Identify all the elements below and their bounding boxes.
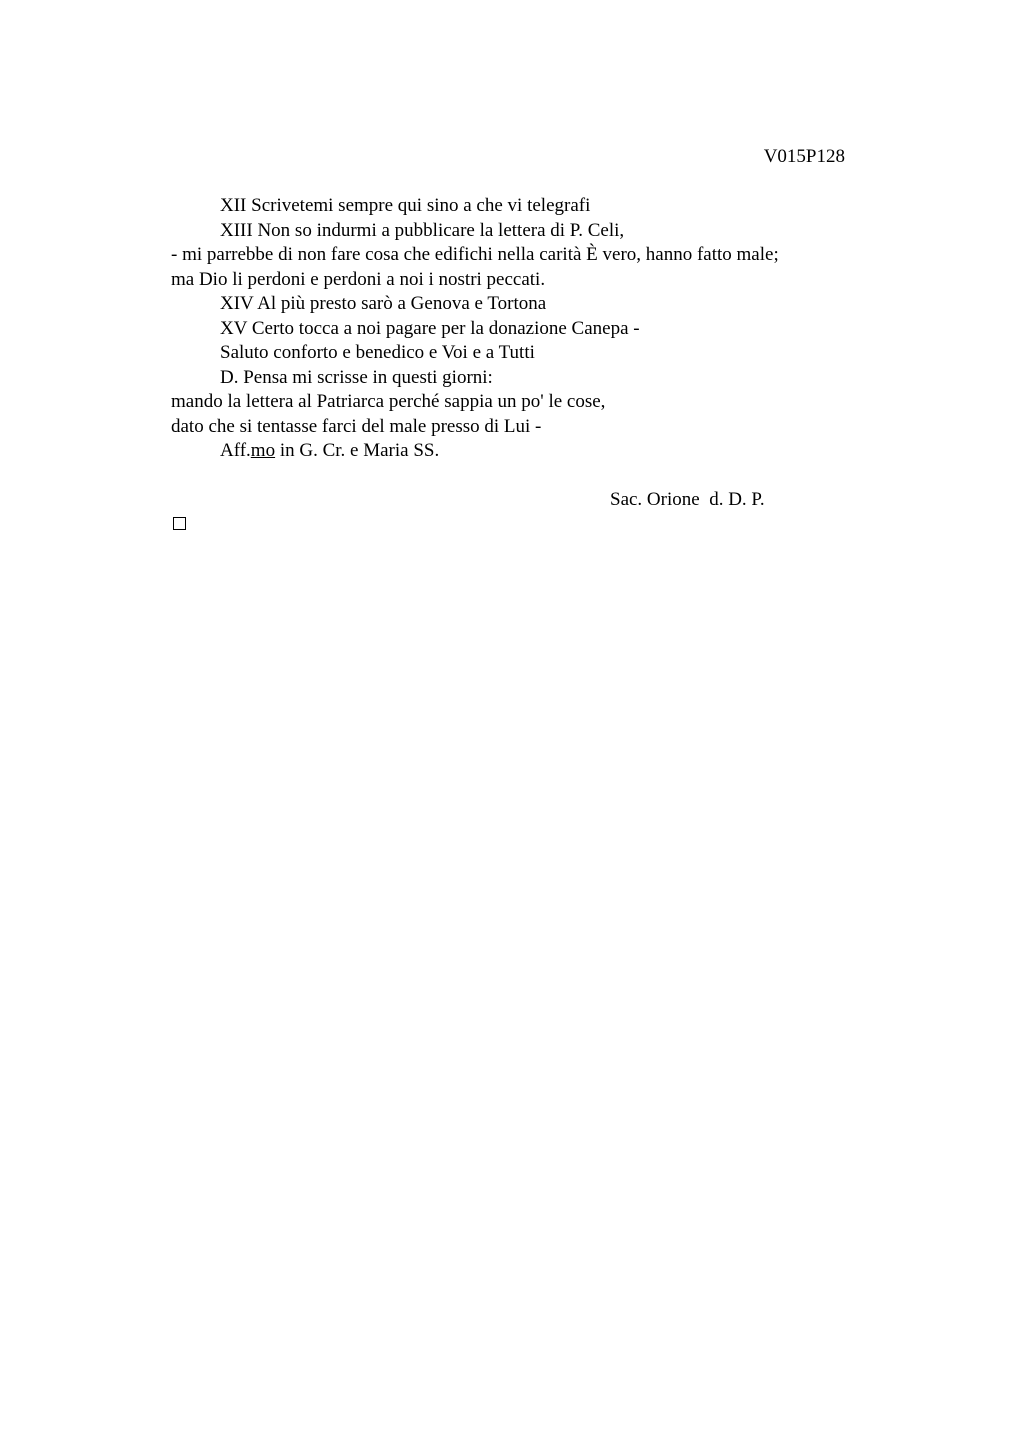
letter-line: Saluto conforto e benedico e Voi e a Tutti: [220, 342, 535, 363]
letter-body: [171, 194, 871, 464]
page-reference: V015P128: [763, 146, 845, 167]
letter-line: XII Scrivetemi sempre qui sino a che vi telegrafi: [220, 195, 591, 216]
letter-line: ma Dio li perdoni e perdoni a noi i nostri peccati.: [171, 268, 546, 290]
letter-line: XV Certo tocca a noi pagare per la donazione Canepa -: [220, 317, 640, 339]
signature: Sac. Orione d. D. P.: [610, 489, 765, 510]
letter-line: D. Pensa mi scrisse in questi giorni:: [220, 366, 493, 388]
checkbox-icon: [173, 517, 186, 530]
closing-line: [171, 439, 871, 464]
closing-underlined: mo: [250, 440, 276, 461]
letter-line: XIII Non so indurmi a pubblicare la lettera di P. Celi,: [220, 219, 625, 241]
closing-suffix: in G. Cr. e Maria SS.: [275, 440, 440, 461]
letter-line: mando la lettera al Patriarca perché sappia un po' le cose,: [171, 391, 606, 412]
letter-line: dato che si tentasse farci del male presso di Lui -: [171, 415, 542, 437]
letter-line: - mi parrebbe di non fare cosa che edifichi nella carità È vero, hanno fatto male;: [171, 244, 779, 265]
closing-prefix: Aff.: [220, 440, 251, 461]
letter-line: XIV Al più presto sarò a Genova e Tortona: [220, 293, 547, 314]
